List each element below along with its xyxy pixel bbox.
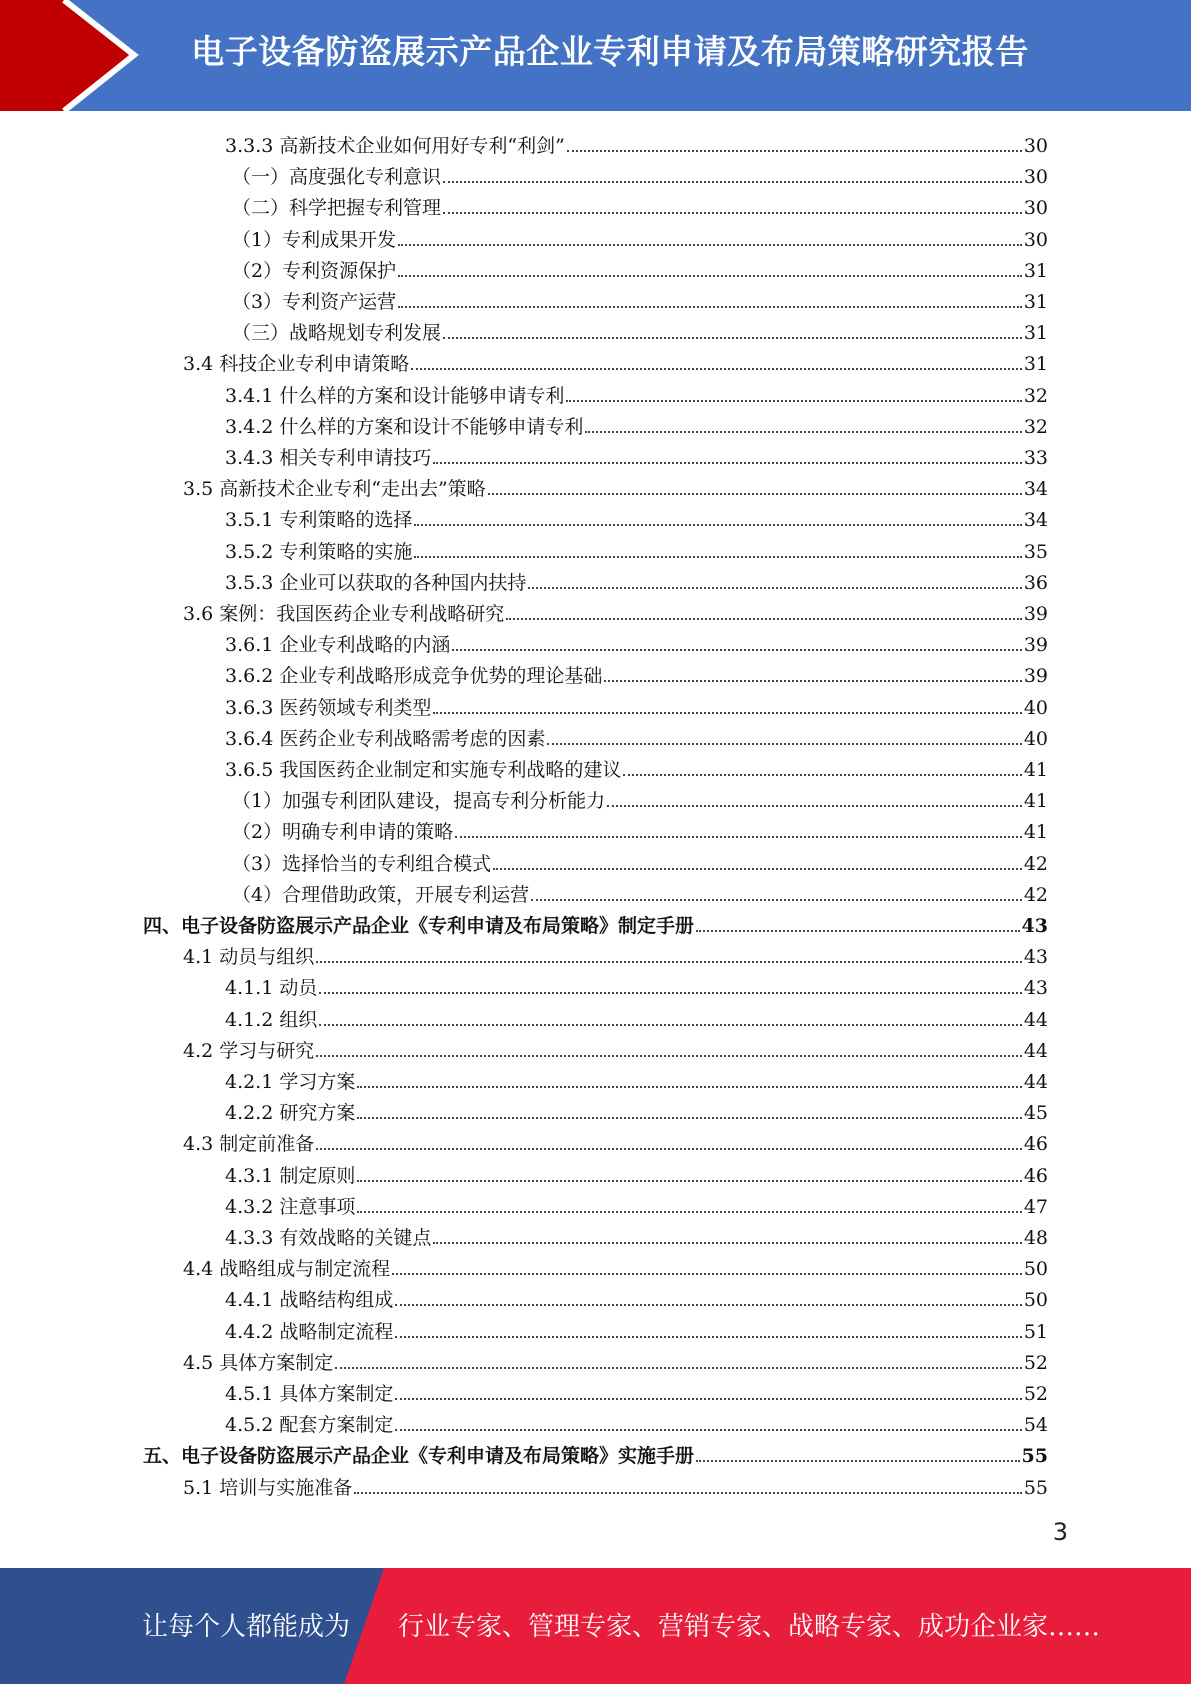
toc-entry-label: 3.4 科技企业专利申请策略: [183, 353, 410, 376]
toc-entry: [225, 689, 1048, 720]
toc-dot-leader: [433, 1242, 1021, 1244]
toc-entry-label: 3.5.3 企业可以获取的各种国内扶持: [225, 571, 527, 594]
toc-entry-page: 34: [1023, 478, 1048, 501]
toc-entry-page: 33: [1023, 447, 1048, 469]
toc-dot-leader: [585, 431, 1021, 433]
toc-dot-leader: [395, 1336, 1021, 1338]
footer-slogan-left: 让每个人都能成为: [142, 1612, 351, 1642]
toc-entry-page: 41: [1023, 759, 1048, 781]
toc-entry: [225, 377, 1048, 408]
toc-entry-page: 30: [1023, 135, 1048, 157]
toc-entry: [183, 470, 1048, 501]
toc-entry: [232, 845, 1048, 876]
toc-entry-page: 42: [1023, 883, 1048, 906]
toc-entry-page: 43: [1023, 946, 1048, 969]
toc-entry-page: 32: [1023, 415, 1048, 438]
toc-entry-label: 3.5.2 专利策略的实施: [225, 540, 413, 563]
toc-entry: [225, 127, 1048, 158]
toc-entry-label: 3.6.2 企业专利战略形成竞争优势的理论基础: [225, 665, 603, 688]
toc-entry: [225, 626, 1048, 657]
toc-dot-leader: [493, 868, 1022, 870]
toc-entry-page: 40: [1023, 727, 1048, 750]
toc-entry-page: 52: [1023, 1351, 1048, 1374]
toc-entry: [232, 221, 1048, 252]
page-number: 3: [1052, 1518, 1068, 1546]
toc-entry-label: 3.6.5 我国医药企业制定和实施专利战略的建议: [225, 759, 622, 781]
toc-entry-label: 四、电子设备防盗展示产品企业《专利申请及布局策略》制定手册: [143, 915, 695, 937]
toc-entry-page: 30: [1023, 228, 1048, 251]
toc-entry-page: 39: [1023, 603, 1048, 625]
toc-entry-label: 4.5.2 配套方案制定: [225, 1414, 394, 1437]
toc-entry-label: 4.1.1 动员: [225, 977, 318, 1000]
toc-dot-leader: [433, 462, 1021, 464]
toc-entry: [183, 938, 1048, 969]
toc-entry-label: 4.1 动员与组织: [183, 946, 315, 969]
toc-entry: [232, 813, 1048, 844]
toc-entry-label: 4.3.2 注意事项: [225, 1195, 356, 1218]
toc-dot-leader: [443, 212, 1022, 214]
toc-entry-page: 51: [1023, 1320, 1048, 1343]
toc-entry-page: 43: [1023, 977, 1048, 1000]
toc-entry-label: 3.5 高新技术企业专利“走出去”策略: [183, 478, 486, 501]
toc-entry-page: 46: [1023, 1133, 1048, 1156]
toc-entry: [143, 907, 1048, 938]
toc-entry-page: 39: [1023, 634, 1048, 657]
toc-dot-leader: [411, 368, 1022, 370]
toc-dot-leader: [316, 961, 1022, 963]
toc-entry: [183, 1250, 1048, 1281]
toc-dot-leader: [357, 1211, 1021, 1213]
toc-entry-label: 3.6.4 医药企业专利战略需考虑的因素: [225, 727, 546, 750]
toc-entry-label: 4.1.2 组织: [225, 1008, 318, 1031]
toc-dot-leader: [528, 587, 1021, 589]
toc-dot-leader: [395, 1304, 1021, 1306]
toc-entry-label: 4.4.2 战略制定流程: [225, 1320, 394, 1343]
toc-entry-page: 39: [1023, 665, 1048, 688]
toc-entry: [183, 1125, 1048, 1156]
page-footer: [0, 1568, 1191, 1684]
toc-entry-page: 52: [1023, 1383, 1048, 1405]
toc-entry: [225, 533, 1048, 564]
toc-entry-page: 35: [1023, 540, 1048, 563]
toc-entry-label: 3.4.3 相关专利申请技巧: [225, 447, 432, 469]
toc-entry-label: 4.5 具体方案制定: [183, 1351, 334, 1374]
toc-entry-label: （3）选择恰当的专利组合模式: [232, 852, 492, 875]
toc-entry: [225, 564, 1048, 595]
toc-entry: [225, 1406, 1048, 1437]
toc-entry-page: 41: [1023, 790, 1048, 813]
toc-dot-leader: [443, 181, 1022, 183]
toc-entry-page: 32: [1023, 384, 1048, 407]
toc-entry: [225, 751, 1048, 782]
toc-dot-leader: [414, 556, 1021, 558]
toc-entry-page: 44: [1023, 1071, 1048, 1093]
toc-entry-label: （二）科学把握专利管理: [232, 197, 442, 220]
toc-entry: [225, 1375, 1048, 1406]
toc-entry: [232, 876, 1048, 907]
toc-entry-page: 31: [1023, 259, 1048, 282]
toc-entry-label: （三）战略规划专利发展: [232, 322, 442, 345]
toc-entry-page: 46: [1023, 1164, 1048, 1187]
toc-dot-leader: [531, 899, 1022, 901]
toc-dot-leader: [395, 1429, 1021, 1431]
toc-entry: [225, 1157, 1048, 1188]
toc-entry: [225, 1219, 1048, 1250]
toc-entry-page: 47: [1023, 1195, 1048, 1218]
toc-entry-label: （2）明确专利申请的策略: [232, 821, 454, 844]
toc-dot-leader: [395, 1398, 1021, 1400]
toc-entry-page: 31: [1023, 291, 1048, 313]
toc-dot-leader: [319, 992, 1021, 994]
toc-entry-label: （4）合理借助政策，开展专利运营: [232, 883, 530, 906]
toc-entry: [225, 1188, 1048, 1219]
toc-dot-leader: [392, 1273, 1022, 1275]
toc-dot-leader: [696, 1460, 1020, 1462]
toc-dot-leader: [316, 1055, 1022, 1057]
toc-dot-leader: [567, 150, 1022, 152]
toc-entry-label: （1）专利成果开发: [232, 228, 397, 251]
toc-entry: [232, 283, 1048, 314]
toc-entry-label: 3.6.1 企业专利战略的内涵: [225, 634, 451, 657]
toc-dot-leader: [354, 1492, 1022, 1494]
toc-entry-label: 3.6.3 医药领域专利类型: [225, 696, 432, 719]
toc-entry: [232, 189, 1048, 220]
toc-dot-leader: [398, 275, 1022, 277]
toc-entry-label: （1）加强专利团队建设，提高专利分析能力: [232, 790, 606, 813]
toc-entry-page: 50: [1023, 1289, 1048, 1312]
toc-entry-label: （2）专利资源保护: [232, 259, 397, 282]
toc-dot-leader: [547, 743, 1021, 745]
toc-entry-page: 50: [1023, 1258, 1048, 1281]
toc-entry-page: 43: [1021, 915, 1048, 937]
toc-dot-leader: [607, 805, 1022, 807]
toc-entry: [183, 1469, 1048, 1500]
toc-dot-leader: [488, 493, 1022, 495]
toc-dot-leader: [319, 1024, 1021, 1026]
toc-dot-leader: [452, 649, 1021, 651]
toc-dot-leader: [604, 680, 1021, 682]
toc-entry-label: （3）专利资产运营: [232, 291, 397, 313]
toc-entry-label: 3.5.1 专利策略的选择: [225, 509, 413, 532]
toc-entry-page: 45: [1023, 1102, 1048, 1125]
toc-entry-page: 41: [1023, 821, 1048, 844]
toc-entry-label: 4.3.1 制定原则: [225, 1164, 356, 1187]
toc-entry-label: 4.3.3 有效战略的关键点: [225, 1227, 432, 1249]
toc-dot-leader: [357, 1117, 1021, 1119]
toc-entry: [183, 1344, 1048, 1375]
toc-dot-leader: [443, 337, 1022, 339]
toc-entry: [225, 501, 1048, 532]
footer-slogan-right: 行业专家、管理专家、营销专家、战略专家、成功企业家……: [398, 1612, 1101, 1642]
toc-entry: [225, 1063, 1048, 1094]
toc-entry-label: 3.4.2 什么样的方案和设计不能够申请专利: [225, 415, 584, 438]
toc-entry-page: 40: [1023, 696, 1048, 719]
toc-entry-page: 44: [1023, 1008, 1048, 1031]
toc-entry: [225, 969, 1048, 1000]
toc-entry: [225, 1281, 1048, 1312]
toc-dot-leader: [623, 774, 1021, 776]
toc-entry-label: 3.6 案例：我国医药企业专利战略研究: [183, 603, 505, 625]
toc-dot-leader: [506, 618, 1022, 620]
toc-entry-label: 4.4.1 战略结构组成: [225, 1289, 394, 1312]
toc-dot-leader: [566, 400, 1021, 402]
toc-entry: [232, 158, 1048, 189]
toc-entry: [232, 782, 1048, 813]
toc-entry-page: 30: [1023, 197, 1048, 220]
toc-entry-page: 31: [1023, 353, 1048, 376]
toc-dot-leader: [414, 524, 1021, 526]
toc-entry: [225, 408, 1048, 439]
toc-entry: [225, 1094, 1048, 1125]
toc-dot-leader: [455, 836, 1022, 838]
toc-entry-page: 55: [1021, 1445, 1048, 1468]
toc-entry-label: 3.4.1 什么样的方案和设计能够申请专利: [225, 384, 565, 407]
toc-entry-label: 4.2 学习与研究: [183, 1039, 315, 1062]
toc-entry-page: 54: [1023, 1414, 1048, 1437]
page-header: [0, 0, 1191, 111]
toc-entry-label: 3.3.3 高新技术企业如何用好专利“利剑”: [225, 135, 565, 157]
toc-entry: [225, 439, 1048, 470]
toc-entry: [225, 720, 1048, 751]
toc-entry-label: 4.2.1 学习方案: [225, 1071, 356, 1093]
toc-entry: [225, 657, 1048, 688]
toc-dot-leader: [696, 930, 1020, 932]
toc-dot-leader: [335, 1367, 1022, 1369]
toc-entry-label: 4.2.2 研究方案: [225, 1102, 356, 1125]
toc-entry-label: 五、电子设备防盗展示产品企业《专利申请及布局策略》实施手册: [143, 1445, 695, 1468]
toc-entry-label: 5.1 培训与实施准备: [183, 1476, 353, 1499]
toc-dot-leader: [433, 712, 1021, 714]
toc-entry-page: 36: [1023, 571, 1048, 594]
toc-entry: [225, 1001, 1048, 1032]
toc-entry-label: 4.5.1 具体方案制定: [225, 1383, 394, 1405]
header-title: 电子设备防盗展示产品企业专利申请及布局策略研究报告: [191, 32, 1029, 71]
toc-entry: [183, 595, 1048, 626]
toc-entry-label: （一）高度强化专利意识: [232, 166, 442, 189]
toc-entry-page: 48: [1023, 1227, 1048, 1249]
toc-entry-page: 31: [1023, 322, 1048, 345]
toc-entry-page: 42: [1023, 852, 1048, 875]
toc-entry-page: 34: [1023, 509, 1048, 532]
toc-dot-leader: [398, 244, 1022, 246]
toc-entry-page: 55: [1023, 1476, 1048, 1499]
toc-entry-label: 4.4 战略组成与制定流程: [183, 1258, 391, 1281]
toc-dot-leader: [357, 1180, 1021, 1182]
toc-entry: [232, 314, 1048, 345]
toc-entry-page: 44: [1023, 1039, 1048, 1062]
toc-entry-label: 4.3 制定前准备: [183, 1133, 315, 1156]
toc-entry-page: 30: [1023, 166, 1048, 189]
toc-entry: [143, 1437, 1048, 1468]
toc-dot-leader: [357, 1086, 1021, 1088]
toc-entry: [232, 252, 1048, 283]
toc-entry: [225, 1313, 1048, 1344]
toc-dot-leader: [398, 306, 1022, 308]
toc-entry: [183, 345, 1048, 376]
toc-dot-leader: [316, 1148, 1022, 1150]
toc-entry: [183, 1032, 1048, 1063]
